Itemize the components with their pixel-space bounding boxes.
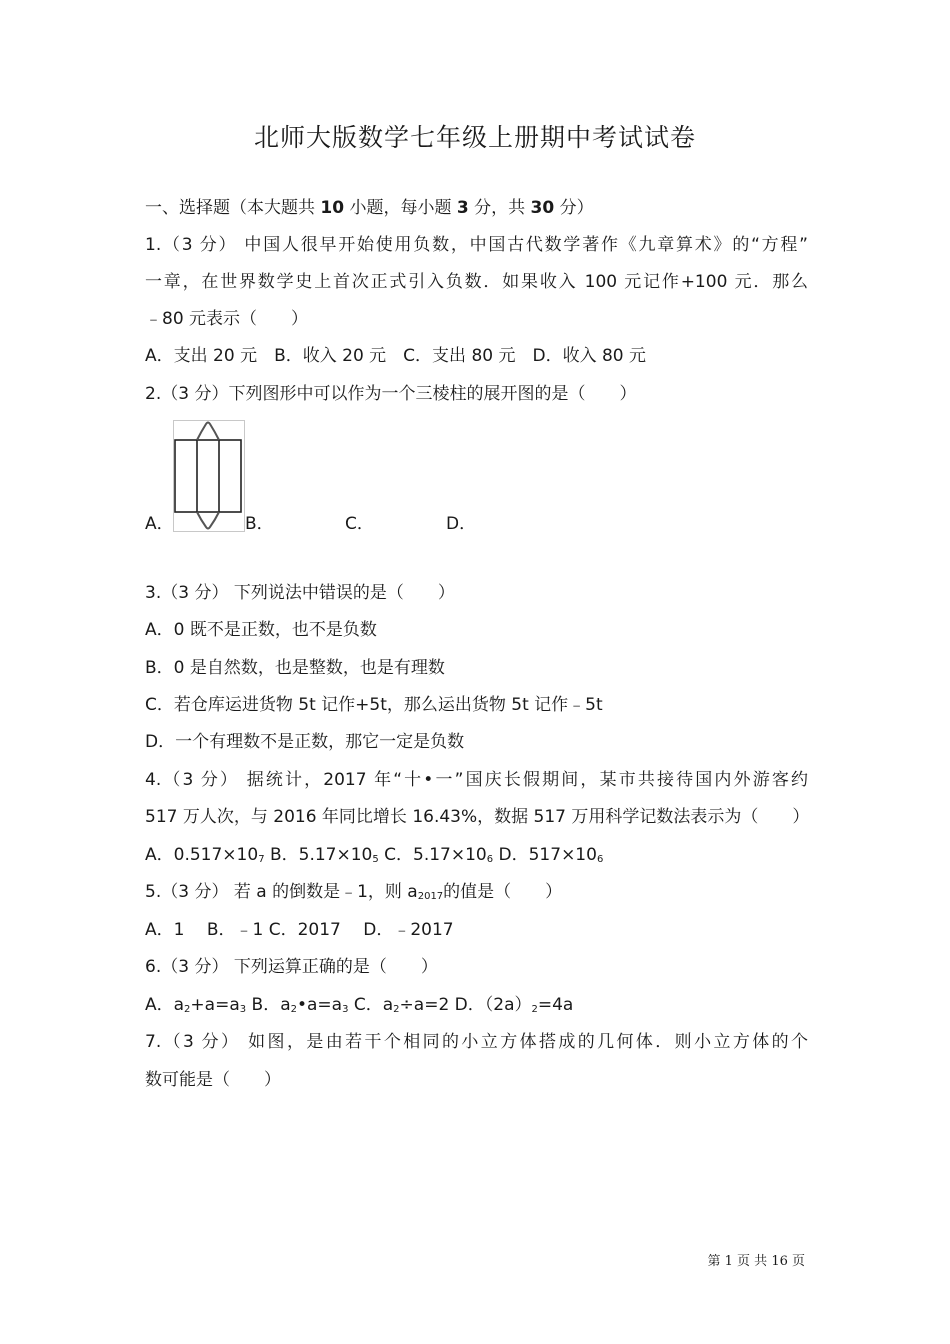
page-title: 北师大版数学七年级上册期中考试试卷 <box>253 123 696 152</box>
q2-option-c: C． <box>345 514 374 534</box>
net-rectangle <box>175 440 241 512</box>
q2-option-d: D． <box>446 514 477 534</box>
q7-line2: 数可能是（ ） <box>145 1070 281 1090</box>
q5-options: A．1 B．﹣1 C．2017 D．﹣2017 <box>145 920 454 940</box>
q5-stem: 5.（3 分） 若 a 的倒数是﹣1，则 $a_{2017}$的值是（ ） <box>145 882 563 902</box>
q3-option-a: A．0 既不是正数，也不是负数 <box>145 620 377 640</box>
q1-line1: 1.（3 分） 中国人很早开始使用负数，中国古代数学著作《九章算术》的“方程” <box>145 235 808 255</box>
q2-stem: 2.（3 分）下列图形中可以作为一个三棱柱的展开图的是（ ） <box>145 384 637 404</box>
q7-line1: 7.（3 分） 如图，是由若干个相同的小立方体搭成的几何体．则小立方体的个 <box>145 1032 808 1052</box>
q1-line2: 一章，在世界数学史上首次正式引入负数．如果收入 100 元记作+100 元．那么 <box>145 272 808 292</box>
q4-options: A．$0.517\times 10_7$ B．$5.17\times 10_5$ C．$5.17\times 10_6$ D．$517\times 10_6$ <box>145 845 604 865</box>
net-top-triangle <box>197 423 219 441</box>
q3-option-c: C．若仓库运进货物 5t 记作+5t，那么运出货物 5t 记作﹣5t <box>145 695 603 715</box>
net-bottom-triangle <box>197 512 219 529</box>
section-heading: 一、选择题（本大题共 10 小题，每小题 3 分，共 30 分） <box>145 198 594 218</box>
q3-option-b: B．0 是自然数，也是整数，也是有理数 <box>145 658 445 678</box>
q2-option-b: B． <box>245 514 274 534</box>
page-footer: 第 1 页 共 16 页 <box>707 1254 805 1269</box>
q4-line1: 4.（3 分） 据统计，2017 年“十•一”国庆长假期间，某市共接待国内外游客约 <box>145 770 808 790</box>
current-page-number: 1 <box>724 1254 733 1269</box>
q4-line2: 517 万人次，与 2016 年同比增长 16.43%，数据 517 万用科学记数法表示为（ ） <box>145 807 810 827</box>
q3-stem: 3.（3 分） 下列说法中错误的是（ ） <box>145 583 455 603</box>
q6-stem: 6.（3 分） 下列运算正确的是（ ） <box>145 957 438 977</box>
q2-option-a: A． <box>145 514 174 534</box>
total-pages: 16 <box>771 1254 788 1269</box>
q6-options: A．$a_2+a=a_3$ B．$a_2•a=a_3$ C．$a_2\div a=2$ D．$(2a)_2=4a$ <box>145 995 574 1015</box>
q1-line3: ﹣80 元表示（ ） <box>145 309 309 329</box>
figure-border <box>174 421 245 532</box>
q3-option-d: D．一个有理数不是正数，那它一定是负数 <box>145 732 465 752</box>
q1-options: A．支出 20 元 B．收入 20 元 C．支出 80 元 D．收入 80 元 <box>145 346 647 366</box>
triangular-prism-net-figure <box>173 420 245 532</box>
